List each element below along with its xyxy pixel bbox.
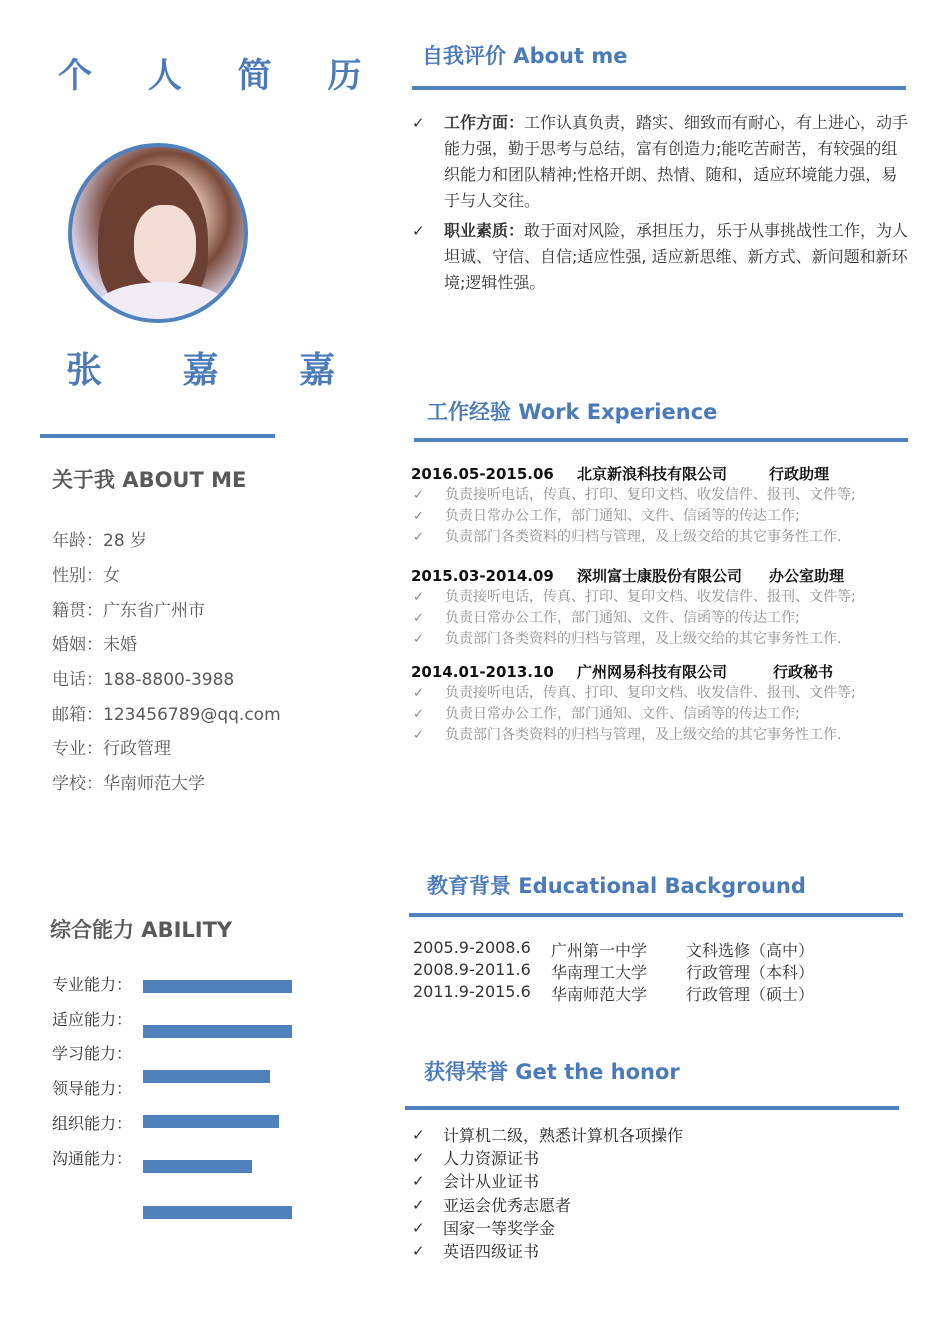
info-gender: 性别：女 bbox=[52, 566, 120, 586]
check-icon: ✓ bbox=[412, 1195, 425, 1214]
about-me-heading: 关于我 ABOUT ME bbox=[52, 468, 247, 492]
work-heading: 工作经验 Work Experience bbox=[427, 400, 718, 424]
check-icon: ✓ bbox=[413, 728, 424, 743]
info-age: 年龄：28 岁 bbox=[52, 531, 148, 551]
self-eval-divider bbox=[412, 86, 906, 90]
education-heading: 教育背景 Educational Background bbox=[427, 874, 806, 898]
job-header: 2016.05-2015.06 北京新浪科技有限公司 行政助理 bbox=[411, 465, 830, 483]
list-item: ✓ 工作方面：工作认真负责，踏实、细致而有耐心，有上进心，动手能力强，勤于思考与总结，富有创造力;能吃苦耐苦，有较强的组织能力和团队精神;性格开朗、热情、随和，适应环境能力强，易于与人交往。 bbox=[410, 110, 910, 214]
ability-bar bbox=[143, 1070, 270, 1083]
check-icon: ✓ bbox=[412, 222, 425, 240]
job-header: 2015.03-2014.09 深圳富士康股份有限公司 办公室助理 bbox=[411, 567, 845, 585]
ability-label: 专业能力： bbox=[52, 975, 133, 994]
list-item: ✓ 会计从业证书 bbox=[412, 1172, 540, 1192]
info-phone: 电话：188-8800-3988 bbox=[52, 670, 235, 690]
info-school: 学校：华南师范大学 bbox=[52, 774, 205, 794]
job-duty: ✓ 负责部门各类资料的归档与管理，及上级交给的其它事务性工作. bbox=[411, 629, 921, 650]
profile-photo bbox=[68, 143, 248, 323]
check-icon: ✓ bbox=[412, 1149, 425, 1168]
ability-label: 适应能力： bbox=[52, 1010, 133, 1029]
name-divider bbox=[40, 434, 275, 438]
info-major: 专业：行政管理 bbox=[52, 739, 171, 759]
self-eval-heading: 自我评价 About me bbox=[422, 44, 628, 68]
check-icon: ✓ bbox=[413, 530, 424, 545]
info-marital: 婚姻：未婚 bbox=[52, 635, 137, 655]
list-item: ✓ 国家一等奖学金 bbox=[412, 1218, 556, 1238]
list-item: ✓ 亚运会优秀志愿者 bbox=[412, 1195, 572, 1215]
ability-label: 组织能力： bbox=[52, 1114, 133, 1133]
honor-list bbox=[410, 1124, 683, 1263]
job-entry bbox=[411, 565, 921, 650]
check-icon: ✓ bbox=[412, 114, 425, 132]
job-duty: ✓ 负责接听电话，传真、打印、复印文档、收发信件、报刊、文件等; bbox=[411, 485, 921, 506]
ability-bar bbox=[143, 1160, 252, 1173]
info-email: 邮箱：123456789@qq.com bbox=[52, 705, 281, 725]
job-entry bbox=[411, 463, 921, 548]
info-hometown: 籍贯：广东省广州市 bbox=[52, 601, 205, 621]
check-icon: ✓ bbox=[413, 590, 424, 605]
ability-bar bbox=[143, 980, 292, 993]
ability-bar bbox=[143, 1206, 292, 1219]
job-duty: ✓ 负责日常办公工作，部门通知、文件、信函等的传达工作; bbox=[411, 704, 921, 725]
photo-face bbox=[134, 205, 196, 285]
ability-heading: 综合能力 ABILITY bbox=[50, 918, 233, 942]
list-item: ✓ 职业素质：敢于面对风险，承担压力，乐于从事挑战性工作，为人坦诚、守信、自信;适应性强, 适应新思维、新方式、新问题和新环境;逻辑性强。 bbox=[410, 218, 910, 296]
list-item: ✓ 计算机二级，熟悉计算机各项操作 bbox=[412, 1126, 684, 1145]
check-icon: ✓ bbox=[412, 1218, 425, 1237]
job-duty: ✓ 负责部门各类资料的归档与管理，及上级交给的其它事务性工作. bbox=[411, 527, 921, 548]
job-duty: ✓ 负责接听电话，传真、打印、复印文档、收发信件、报刊、文件等; bbox=[411, 587, 921, 608]
job-duty: ✓ 负责接听电话，传真、打印、复印文档、收发信件、报刊、文件等; bbox=[411, 683, 921, 704]
check-icon: ✓ bbox=[412, 1126, 425, 1144]
education-divider bbox=[409, 913, 903, 917]
check-icon: ✓ bbox=[413, 488, 424, 503]
work-divider bbox=[414, 438, 908, 442]
check-icon: ✓ bbox=[413, 509, 424, 524]
check-icon: ✓ bbox=[413, 611, 424, 626]
self-eval-list bbox=[410, 110, 910, 300]
page-title: 个 人 简 历 bbox=[58, 56, 384, 96]
check-icon: ✓ bbox=[412, 1172, 425, 1191]
check-icon: ✓ bbox=[413, 632, 424, 647]
honor-heading: 获得荣誉 Get the honor bbox=[424, 1060, 680, 1084]
person-name: 张 嘉 嘉 bbox=[66, 350, 370, 391]
check-icon: ✓ bbox=[413, 707, 424, 722]
job-header: 2014.01-2013.10 广州网易科技有限公司 行政秘书 bbox=[411, 663, 834, 681]
job-duty: ✓ 负责部门各类资料的归档与管理，及上级交给的其它事务性工作. bbox=[411, 725, 921, 746]
check-icon: ✓ bbox=[412, 1241, 425, 1260]
list-item: ✓ 英语四级证书 bbox=[412, 1241, 540, 1261]
job-entry bbox=[411, 661, 921, 746]
check-icon: ✓ bbox=[413, 686, 424, 701]
ability-label: 学习能力： bbox=[52, 1044, 133, 1063]
honor-divider bbox=[405, 1106, 899, 1110]
ability-label: 领导能力： bbox=[52, 1079, 133, 1098]
ability-bar bbox=[143, 1025, 292, 1038]
job-duty: ✓ 负责日常办公工作，部门通知、文件、信函等的传达工作; bbox=[411, 506, 921, 527]
job-duty: ✓ 负责日常办公工作，部门通知、文件、信函等的传达工作; bbox=[411, 608, 921, 629]
ability-bar bbox=[143, 1115, 279, 1128]
list-item: ✓ 人力资源证书 bbox=[412, 1149, 540, 1169]
ability-label: 沟通能力： bbox=[52, 1149, 133, 1168]
